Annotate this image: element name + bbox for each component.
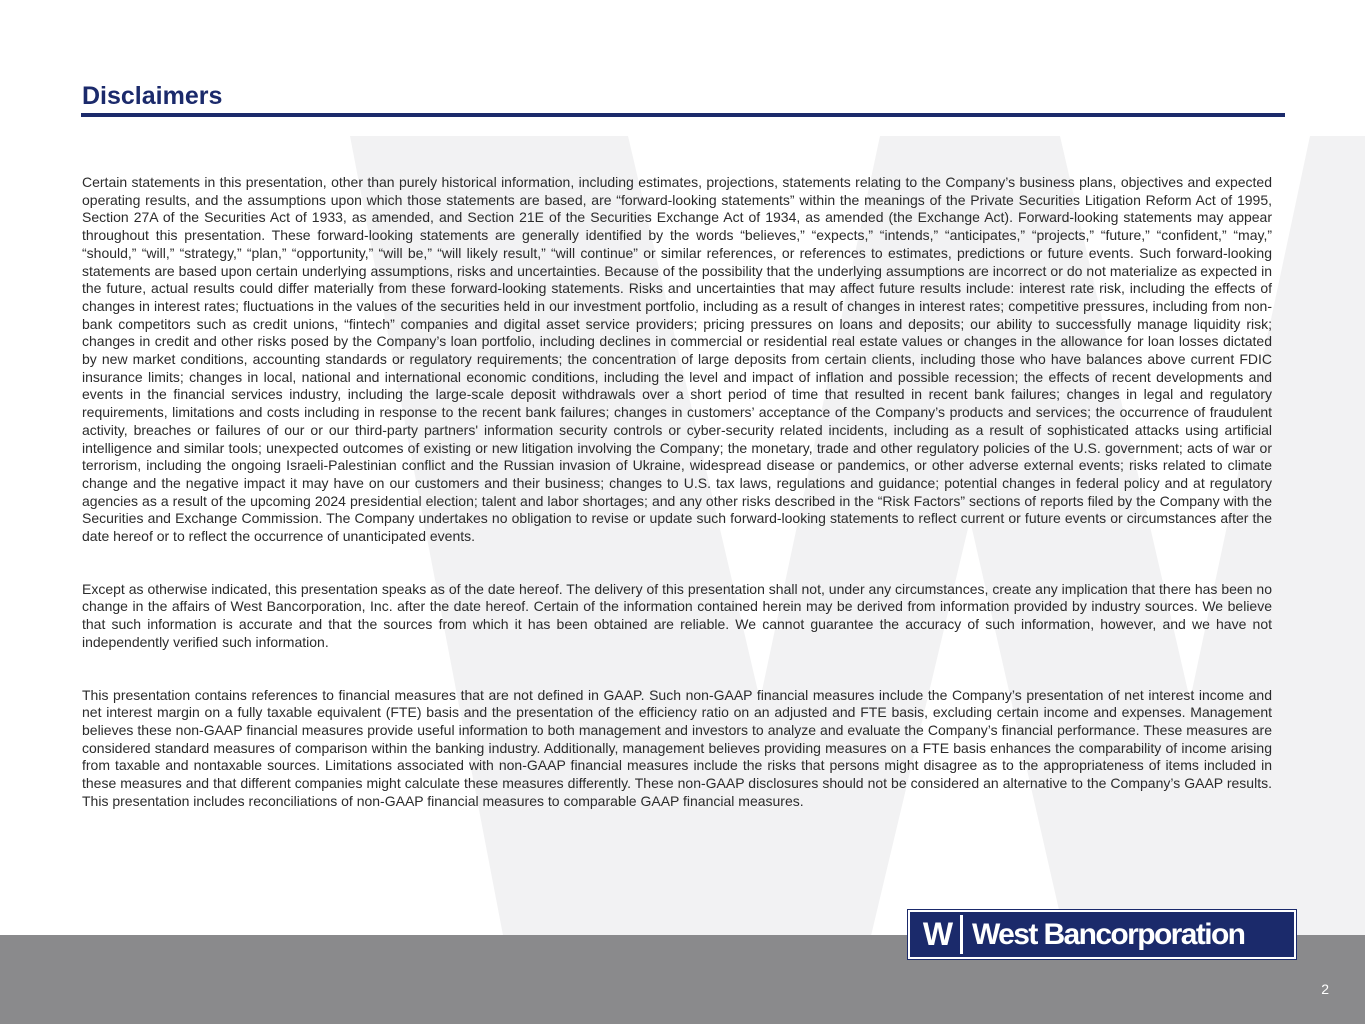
forward-looking-paragraph: Certain statements in this presentation, other than purely historical information, including estimates, projections, statements relating to the Company’s business plans, objectives and expected operating results, and the assumptions upon which those statements are based, are “forward-looking statements” within the meanings of the Private Securities Litigation Reform Act of 1995, Section 27A of the Securities Act of 1933, as amended, and Section 21E of the Securities Exchange Act of 1934, as amended (the Exchange Act). Forward-looking statements may appear throughout this presentation. These forward-looking statements are generally identified by the words “believes,” “expects,” “intends,” “anticipates,” “projects,” “future,” “confident,” “may,” “should,” “will,” “strategy,” “plan,” “opportunity,” “will be,” “will likely result,” “will continue” or similar references, or references to estimates, predictions or future events. Such forward-looking statements are based upon certain underlying assumptions, risks and uncertainties. Because of the possibility that the underlying assumptions are incorrect or do not materialize as expected in the future, actual results could differ materially from these forward-looking statements. Risks and uncertainties that may affect future results include: interest rate risk, including the effects of changes in interest rates; fluctuations in the values of the securities held in our investment portfolio, including as a result of changes in interest rates; competitive pressures, including from non-bank competitors such as credit unions, “fintech” companies and digital asset service providers; pricing pressures on loans and deposits; our ability to successfully manage liquidity risk; changes in credit and other risks posed by the Company’s loan portfolio, including declines in commercial or residential real estate values or changes in the allowance for loan losses dictated by new market conditions, accounting standards or regulatory requirements; the concentration of large deposits from certain clients, including those who have balances above current FDIC insurance limits; changes in local, national and international economic conditions, including the level and impact of inflation and possible recession; the effects of recent developments and events in the financial services industry, including the large-scale deposit withdrawals over a short period of time that resulted in recent bank failures; changes in legal and regulatory requirements, limitations and costs including in response to the recent bank failures; changes in customers’ acceptance of the Company’s products and services; the occurrence of fraudulent activity, breaches or failures of our or our third-party partners' information security controls or cyber-security related incidents, including as a result of sophisticated attacks using artificial intelligence and similar tools; unexpected outcomes of existing or new litigation involving the Company; the monetary, trade and other regulatory policies of the U.S. government; acts of war or terrorism, including the ongoing Israeli-Palestinian conflict and the Russian invasion of Ukraine, widespread disease or pandemics, or other adverse external events; risks related to climate change and the negative impact it may have on our customers and their business; changes to U.S. tax laws, regulations and guidance; potential changes in federal policy and at regulatory agencies as a result of the upcoming 2024 presidential election; talent and labor shortages; and any other risks described in the “Risk Factors” sections of reports filed by the Company with the Securities and Exchange Commission. The Company undertakes no obligation to revise or update such forward-looking statements to reflect current or future events or circumstances after the date hereof or to reflect the occurrence of unanticipated events.: [82, 174, 1272, 545]
page-title: Disclaimers: [82, 82, 223, 110]
logo-wordmark: West Bancorporation: [972, 918, 1245, 951]
date-of-presentation-paragraph: Except as otherwise indicated, this presentation speaks as of the date hereof. The delivery of this presentation shall not, under any circumstances, create any implication that there has been no change in the affairs of West Bancorporation, Inc. after the date hereof. Certain of the information contained herein may be derived from information provided by industry sources. We believe that such information is accurate and that the sources from which it has been obtained are reliable. We cannot guarantee the accuracy of such information, however, and we have not independently verified such information.: [82, 580, 1272, 650]
west-bancorporation-logo: [908, 910, 1296, 959]
disclaimer-body: [82, 174, 1272, 811]
w-logo-icon: W: [913, 915, 963, 954]
title-underline: [81, 113, 1285, 117]
non-gaap-paragraph: This presentation contains references to financial measures that are not defined in GAAP. Such non-GAAP financial measures include the Company’s presentation of net interest income and net interest margin on a fully taxable equivalent (FTE) basis and the presentation of the efficiency ratio on an adjusted and FTE basis, excluding certain income and expenses. Management believes these non-GAAP financial measures provide useful information to both management and investors to analyze and evaluate the Company’s financial performance. These measures are considered standard measures of comparison within the banking industry. Additionally, management believes providing measures on a FTE basis enhances the comparability of income arising from taxable and nontaxable sources. Limitations associated with non-GAAP financial measures include the risks that persons might disagree as to the appropriateness of items included in these measures and that different companies might calculate these measures differently. These non-GAAP disclosures should not be considered an alternative to the Company’s GAAP results. This presentation includes reconciliations of non-GAAP financial measures to comparable GAAP financial measures.: [82, 686, 1272, 809]
page-number: 2: [1321, 981, 1329, 997]
